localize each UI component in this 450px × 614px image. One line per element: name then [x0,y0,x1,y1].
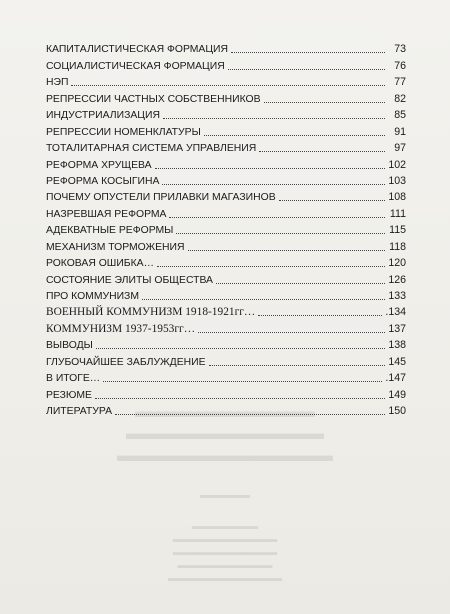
toc-entry-page-number: 91 [394,125,406,138]
toc-dot-leader [264,102,385,103]
toc-entry-page-number: 103 [388,174,406,187]
toc-entry [46,204,406,220]
toc-dot-leader [209,365,385,366]
toc-entry [46,40,406,56]
toc-entry-page-number: 73 [394,43,406,56]
toc-dot-leader [228,69,385,70]
toc-dot-leader [163,118,385,119]
toc-entry-page-number: 115 [389,224,406,237]
toc-dot-leader [231,52,385,53]
toc-entry [46,254,406,270]
toc-entry-title: СОЦИАЛИСТИЧЕСКАЯ ФОРМАЦИЯ [46,60,225,72]
toc-entry [46,73,406,89]
toc-entry-title: НЭП [46,77,69,89]
toc-entry-page-number: 102 [388,158,406,171]
toc-dot-leader [71,85,385,86]
toc-entry [46,221,406,237]
toc-entry-title: ИНДУСТРИАЛИЗАЦИЯ [46,110,160,122]
bleed-small-line: ▬▬▬▬▬ [200,490,250,501]
toc-entry-title: РЕПРЕССИИ НОМЕНКЛАТУРЫ [46,126,201,138]
toc-entry-page-number: 150 [388,405,406,418]
toc-entry-title: КОММУНИЗМ 1937-1953гг… [46,322,196,335]
toc-entry-page-number: 111 [389,207,406,220]
toc-entry [46,56,406,72]
toc-entry-page-number: 108 [388,191,406,204]
toc-dot-leader [188,250,385,251]
toc-entry-page-number: 97 [394,142,406,155]
toc-entry-page-number: 120 [388,257,406,270]
toc-dot-leader [258,315,382,316]
show-through-reverse-page [40,378,410,586]
toc-entry-title: ПОЧЕМУ ОПУСТЕЛИ ПРИЛАВКИ МАГАЗИНОВ [46,192,276,204]
toc-entry-page-number: 118 [389,240,406,253]
toc-dot-leader [162,184,385,185]
bleed-title-block: ▬▬▬▬▬▬▬▬▬▬ ▬▬▬▬▬▬▬▬▬▬▬ ▬▬▬▬▬▬▬▬▬▬▬▬ [117,401,333,465]
toc-entry-title: РЕПРЕССИИ ЧАСТНЫХ СОБСТВЕННИКОВ [46,93,261,105]
toc-entry-page-number: 126 [388,273,406,286]
toc-dot-leader [142,299,385,300]
toc-entry [46,89,406,105]
toc-dot-leader [169,217,385,218]
toc-entry-title: ВЫВОДЫ [46,340,93,352]
toc-dot-leader [204,135,385,136]
toc-entry-page-number: 137 [388,322,406,335]
toc-entry-title: НАЗРЕВШАЯ РЕФОРМА [46,208,167,220]
toc-entry-page-number: .134 [385,306,406,319]
toc-entry-page-number: 77 [394,76,406,89]
toc-entry [46,336,406,352]
toc-entry [46,303,406,319]
toc-dot-leader [216,283,385,284]
toc-entry-page-number: 133 [388,290,406,302]
toc-entry [46,172,406,188]
toc-entry [46,188,406,204]
toc-entry [46,352,406,368]
toc-entry-page-number: 145 [388,355,406,368]
toc-entry-title: РЕФОРМА КОСЫГИНА [46,175,160,187]
toc-dot-leader [176,233,385,234]
toc-dot-leader [157,266,385,267]
toc-entry [46,319,406,335]
toc-entry-title: ЛИТЕРАТУРА [46,406,113,418]
toc-entry-page-number: 76 [394,59,406,72]
toc-entry-page-number: 82 [394,92,406,105]
toc-entry-title: ГЛУБОЧАЙШЕЕ ЗАБЛУЖДЕНИЕ [46,356,206,368]
table-of-contents [46,40,406,418]
toc-entry [46,270,406,286]
toc-entry-page-number: 85 [394,109,406,122]
toc-entry-title: РЕФОРМА ХРУЩЕВА [46,159,152,171]
toc-dot-leader [279,200,385,201]
toc-entry [46,237,406,253]
toc-entry-title: ТОТАЛИТАРНАЯ СИСТЕМА УПРАВЛЕНИЯ [46,143,257,155]
toc-entry-title: КАПИТАЛИСТИЧЕСКАЯ ФОРМАЦИЯ [46,44,228,56]
toc-entry-title: ВОЕННЫЙ КОММУНИЗМ 1918-1921гг… [46,306,256,319]
toc-dot-leader [259,151,385,152]
toc-entry-title: РЕЗЮМЕ [46,389,92,401]
toc-entry-page-number: .147 [385,372,406,385]
toc-entry-title: РОКОВАЯ ОШИБКА… [46,258,154,270]
toc-dot-leader [96,348,385,349]
toc-entry-page-number: 138 [388,339,406,352]
toc-entry [46,287,406,303]
toc-dot-leader [198,332,385,333]
toc-entry-title: ПРО КОММУНИЗМ [46,291,139,302]
toc-entry [46,155,406,171]
toc-dot-leader [155,168,385,169]
toc-entry-title: АДЕКВАТНЫЕ РЕФОРМЫ [46,225,174,237]
toc-entry [46,122,406,138]
bleed-imprint-block: ▬▬▬▬▬▬▬ ▬▬▬▬▬▬▬▬▬▬▬ ▬▬▬▬▬▬▬▬▬▬▬ ▬▬▬▬▬▬▬▬▬▬ ▬▬▬▬▬▬▬▬▬▬▬▬ [168,522,282,584]
toc-entry-title: В ИТОГЕ… [46,373,101,385]
toc-entry-page-number: 149 [388,388,406,401]
toc-entry [46,106,406,122]
toc-entry-title: МЕХАНИЗМ ТОРМОЖЕНИЯ [46,241,185,253]
toc-entry [46,139,406,155]
toc-entry-title: СОСТОЯНИЕ ЭЛИТЫ ОБЩЕСТВА [46,274,213,286]
